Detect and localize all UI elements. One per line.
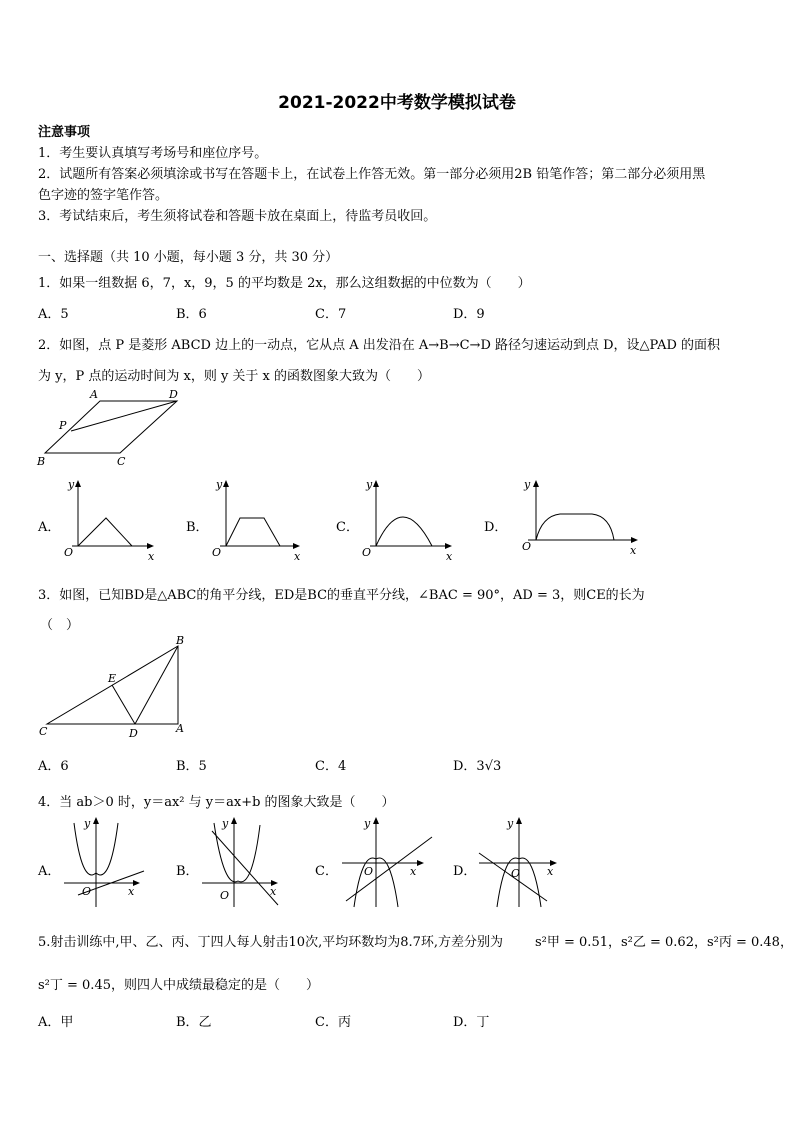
q2-option-c[interactable]: C． [336, 520, 359, 535]
svg-text:y: y [507, 817, 514, 830]
q1-option-a[interactable]: A．5 [38, 307, 69, 322]
svg-text:E: E [108, 672, 117, 685]
svg-text:y: y [68, 478, 75, 491]
q4-option-d[interactable]: D． [453, 864, 477, 879]
q1-option-c[interactable]: C．7 [315, 307, 347, 322]
q3-stem-line1: 3．如图，已知BD是△ABC的角平分线，ED是BC的垂直平分线，∠BAC = 90°，AD = 3，则CE的长为 [38, 588, 645, 603]
q2-option-b[interactable]: B． [186, 520, 209, 535]
q5-option-d[interactable]: D．丁 [453, 1015, 490, 1030]
label-c: C [117, 455, 126, 468]
svg-text:O: O [212, 546, 222, 559]
svg-text:x: x [294, 550, 301, 563]
svg-text:O: O [511, 867, 521, 880]
svg-text:O: O [220, 889, 230, 902]
q2-graph-c [358, 478, 458, 563]
q1-option-d[interactable]: D．9 [453, 307, 485, 322]
q5-stem-line1: 5.射击训练中,甲、乙、丙、丁四人每人射击10次,平均环数均为8.7环,方差分别为 [38, 935, 504, 950]
notice-item-3: 3．考试结束后，考生须将试卷和答题卡放在桌面上，待监考员收回。 [38, 209, 437, 224]
q2-option-a[interactable]: A． [38, 520, 61, 535]
q3-option-a[interactable]: A．6 [38, 759, 69, 774]
svg-text:x: x [270, 885, 277, 898]
svg-text:y: y [216, 478, 223, 491]
svg-text:x: x [446, 550, 453, 563]
svg-text:x: x [630, 544, 637, 557]
q3-triangle-figure [35, 634, 205, 744]
q4-option-c[interactable]: C． [315, 864, 338, 879]
svg-text:O: O [64, 546, 74, 559]
q4-option-b[interactable]: B． [176, 864, 199, 879]
q4-option-a[interactable]: A． [38, 864, 61, 879]
q5-variances: s²甲 = 0.51，s²乙 = 0.62，s²丙 = 0.48， [535, 935, 793, 950]
q4-stem: 4．当 ab＞0 时，y＝ax² 与 y＝ax+b 的图象大致是（ ） [38, 795, 395, 810]
q2-stem-line2: 为 y，P 点的运动时间为 x，则 y 关于 x 的函数图象大致为（ ） [38, 369, 431, 384]
svg-text:y: y [524, 478, 531, 491]
q5-option-a[interactable]: A．甲 [38, 1015, 74, 1030]
svg-text:x: x [148, 550, 155, 563]
notice-item-1: 1．考生要认真填写考场号和座位序号。 [38, 146, 268, 161]
q4-graph-c [338, 815, 438, 910]
svg-text:y: y [84, 817, 91, 830]
q3-option-d[interactable]: D．3√3 [453, 759, 502, 774]
notice-item-2: 2．试题所有答案必须填涂或书写在答题卡上，在试卷上作答无效。第一部分必须用2B 铅笔作答；第二部分必须用黑 [38, 167, 706, 182]
label-p: P [59, 419, 67, 432]
q1-stem: 1．如果一组数据 6，7，x，9，5 的平均数是 2x，那么这组数据的中位数为（ ） [38, 276, 531, 291]
q4-graph-b [198, 815, 288, 910]
label-b: B [37, 455, 46, 468]
q2-stem-line1: 2．如图，点 P 是菱形 ABCD 边上的一动点，它从点 A 出发沿在 A→B→C→D 路径匀速运动到点 D，设△PAD 的面积 [38, 338, 721, 353]
section-heading: 一、选择题（共 10 小题，每小题 3 分，共 30 分） [38, 250, 339, 265]
svg-text:A: A [176, 722, 184, 735]
q5-option-c[interactable]: C．丙 [315, 1015, 351, 1030]
q3-option-b[interactable]: B．5 [176, 759, 207, 774]
q2-rhombus-figure [35, 385, 185, 470]
q3-stem-line2: （ ） [40, 618, 80, 633]
q3-option-c[interactable]: C．4 [315, 759, 347, 774]
q2-graph-a [60, 478, 160, 563]
q5-option-b[interactable]: B．乙 [176, 1015, 212, 1030]
svg-text:O: O [82, 885, 92, 898]
svg-text:B: B [176, 634, 185, 647]
q4-graph-a [60, 815, 150, 910]
q2-graph-b [208, 478, 308, 563]
notice-item-2-cont: 色字迹的签字笔作答。 [38, 188, 169, 203]
page-title: 2021-2022中考数学模拟试卷 [278, 93, 516, 113]
svg-text:O: O [362, 546, 372, 559]
q2-graph-d [516, 478, 646, 563]
svg-text:x: x [547, 865, 554, 878]
svg-text:x: x [128, 885, 135, 898]
svg-text:x: x [410, 865, 417, 878]
svg-text:D: D [129, 727, 138, 740]
svg-text:y: y [366, 478, 373, 491]
svg-text:O: O [364, 865, 374, 878]
label-a: A [90, 388, 98, 401]
q5-stem-line2: s²丁 = 0.45，则四人中成绩最稳定的是（ ） [38, 978, 319, 993]
notice-heading: 注意事项 [38, 125, 91, 140]
q4-graph-d [475, 815, 575, 910]
label-d: D [169, 388, 178, 401]
svg-text:O: O [522, 540, 532, 553]
svg-text:y: y [364, 817, 371, 830]
q2-option-d[interactable]: D． [484, 520, 508, 535]
svg-text:y: y [222, 817, 229, 830]
svg-text:C: C [39, 725, 48, 738]
q1-option-b[interactable]: B．6 [176, 307, 207, 322]
